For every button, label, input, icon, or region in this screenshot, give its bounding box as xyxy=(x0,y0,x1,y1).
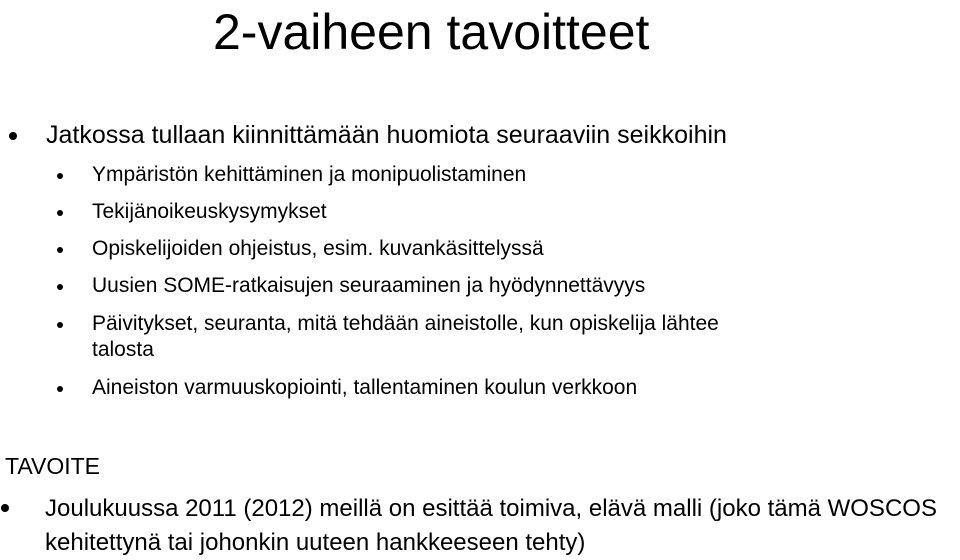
bullet-dot-icon xyxy=(57,284,63,290)
bullet-item-environment xyxy=(92,162,526,188)
bullet-text-line1: Päivitykset, seuranta, mitä tehdään aineistolle, kun opiskelija lähtee xyxy=(92,312,719,335)
slide-title: 2-vaiheen tavoitteet xyxy=(213,4,650,60)
bullet-item-copyright xyxy=(92,199,327,225)
bullet-dot-icon xyxy=(1,504,9,512)
bullet-dot-icon xyxy=(57,247,63,253)
bullet-text: Ympäristön kehittäminen ja monipuolistaminen xyxy=(92,163,527,186)
bullet-text: Tekijänoikeuskysymykset xyxy=(92,200,327,223)
bullet-item-some xyxy=(92,273,645,299)
bullet-dot-icon xyxy=(57,210,63,216)
bullet-dot-icon xyxy=(57,386,63,392)
goal-label: TAVOITE xyxy=(5,453,100,479)
bullet-text: Jatkossa tullaan kiinnittämään huomiota seuraaviin seikkoihin xyxy=(46,121,727,149)
bullet-item-updates xyxy=(92,311,719,363)
goal-text: Joulukuussa 2011 (2012) meillä on esittää toimiva, elävä malli (joko tämä WOSCOS kehitettynä tai johonkin uuteen hankkeeseen tehty) xyxy=(45,495,937,556)
bullet-item-guidance xyxy=(92,236,544,262)
bullet-dot-icon xyxy=(57,322,63,328)
bullet-dot-icon xyxy=(57,173,63,179)
bullet-text: Opiskelijoiden ohjeistus, esim. kuvankäsittelyssä xyxy=(92,237,544,260)
bullet-dot-icon xyxy=(9,132,17,140)
bullet-item-backup xyxy=(92,375,637,401)
bullet-text: Aineiston varmuuskopiointi, tallentaminen koulun verkkoon xyxy=(92,376,638,399)
bullet-text: Uusien SOME-ratkaisujen seuraaminen ja hyödynnettävyys xyxy=(92,274,646,297)
bullet-item-intro xyxy=(46,120,727,150)
bullet-text-line2: talosta xyxy=(92,338,154,361)
